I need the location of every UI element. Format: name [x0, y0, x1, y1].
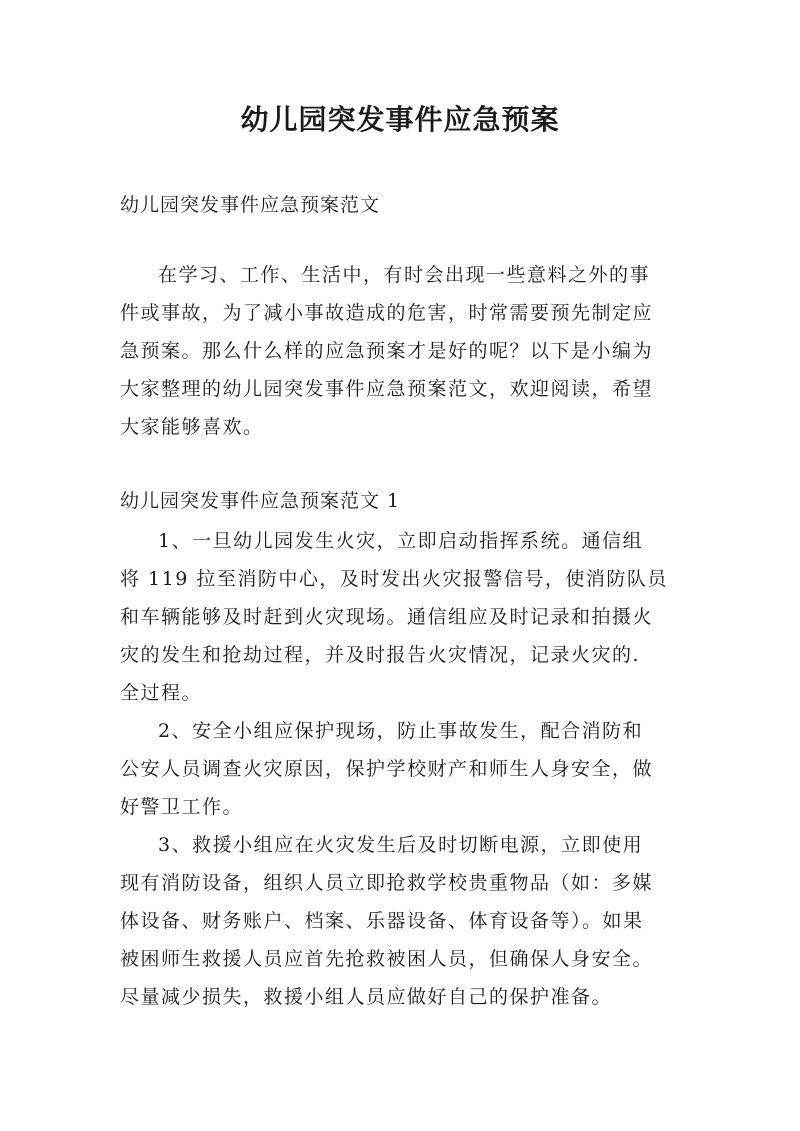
item-3-paragraph: [120, 826, 682, 1016]
item-1-line: 灾的发生和抢劫过程，并及时报告火灾情况，记录火灾的.: [120, 644, 641, 666]
intro-line: 大家整理的幼儿园突发事件应急预案范文，欢迎阅读，希望: [120, 378, 654, 400]
item-3-line: 现有消防设备，组织人员立即抢救学校贵重物品（如：多媒: [120, 872, 654, 894]
item-1-line: 和车辆能够及时赶到火灾现场。通信组应及时记录和拍摄火: [120, 606, 654, 628]
item-2-line: 好警卫工作。: [120, 796, 244, 818]
item-1-line: 全过程。: [120, 682, 203, 704]
intro-line: 急预案。那么什么样的应急预案才是好的呢？以下是小编为: [120, 340, 654, 362]
item-3-line: 被困师生救援人员应首先抢救被困人员，但确保人身安全。: [120, 948, 654, 970]
item-2-paragraph: [120, 712, 682, 826]
intro-line: 件或事故，为了减小事故造成的危害，时常需要预先制定应: [120, 302, 654, 324]
intro-line: 在学习、工作、生活中，有时会出现一些意料之外的事: [158, 264, 651, 286]
section-heading: 幼儿园突发事件应急预案范文 1: [120, 490, 401, 512]
item-2-line: 公安人员调查火灾原因，保护学校财产和师生人身安全，做: [120, 758, 654, 780]
item-3-line: 尽量减少损失，救援小组人员应做好自己的保护准备。: [120, 986, 613, 1008]
item-1-line: 1、一旦幼儿园发生火灾，立即启动指挥系统。通信组: [158, 530, 644, 552]
item-3-line: 体设备、财务账户、档案、乐器设备、体育设备等）。如果: [120, 910, 644, 932]
item-1-line: 将 119 拉至消防中心，及时发出火灾报警信号，使消防队员: [120, 568, 668, 590]
item-3-line: 3、救援小组应在火灾发生后及时切断电源，立即使用: [158, 834, 644, 856]
document-subtitle: 幼儿园突发事件应急预案范文: [120, 194, 381, 216]
intro-line: 大家能够喜欢。: [120, 416, 264, 438]
document-title: 幼儿园突发事件应急预案: [240, 103, 560, 136]
item-1-paragraph: [120, 522, 682, 712]
item-2-line: 2、安全小组应保护现场，防止事故发生，配合消防和: [158, 720, 644, 742]
intro-paragraph: [120, 256, 682, 446]
